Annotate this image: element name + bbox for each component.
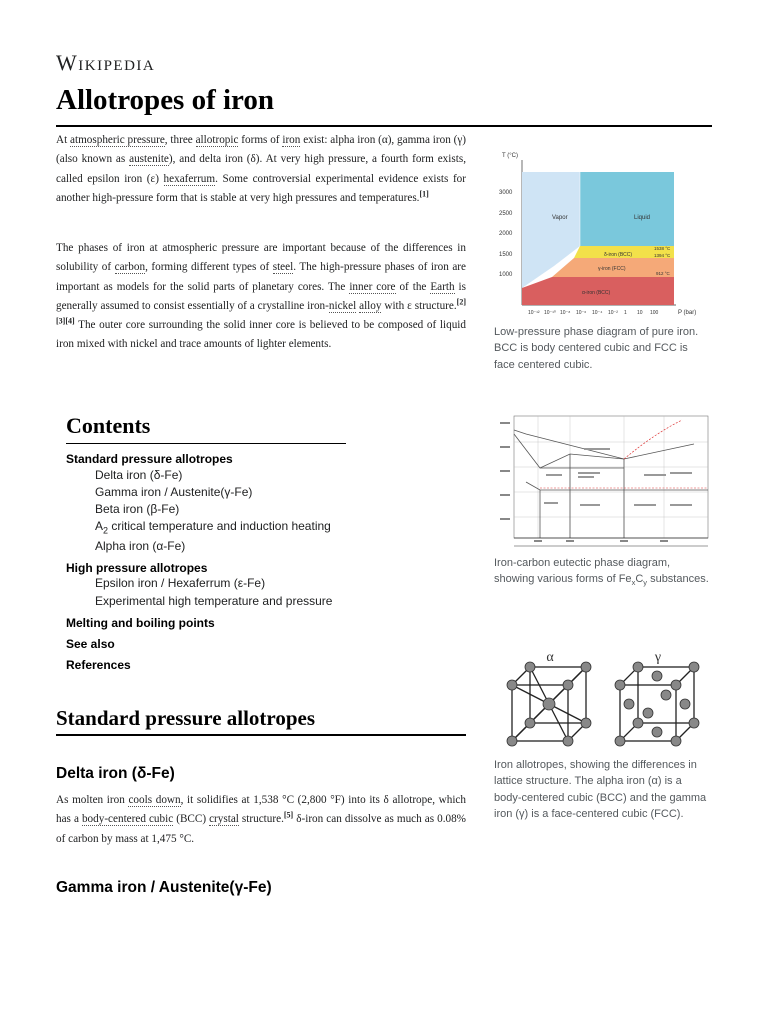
page-title: Allotropes of iron (56, 84, 275, 116)
wiki-link-crystal[interactable]: crystal (209, 813, 239, 826)
toc-title: Contents (66, 413, 151, 438)
toc-item-references[interactable]: References (66, 658, 131, 672)
phase-diagram-caption: Low-pressure phase diagram of pure iron. BCC is body centered cubic and FCC is face centered cubic. (494, 326, 699, 371)
phase-x-tick: 10⁻² (608, 310, 618, 316)
toc-subitem-a2-critical-temperature[interactable]: $A_2$ critical temperature and induction heating (95, 519, 331, 536)
wiki-link-body-centered-cubic[interactable]: body-centered cubic (81, 813, 174, 826)
toc-item-high-pressure-allotropes[interactable]: High pressure allotropes (66, 561, 208, 575)
wiki-link-earth[interactable]: Earth (430, 280, 455, 293)
lattice-caption: Iron allotropes, showing the differences in lattice structure. The alpha iron (α) is a body-centered cubic (BCC) and the gamma iron (γ) is a face-centered cubic (FCC). (494, 759, 707, 821)
toc-item-melting-and-boiling-points[interactable]: Melting and boiling points (66, 616, 215, 630)
fec-caption-text: Iron-carbon eutectic phase diagram, showing various forms of Fe (494, 557, 671, 586)
melt-temp-label: 1538 °C (654, 246, 671, 251)
phase-x-tick: 10⁻⁶ (576, 310, 587, 316)
title-divider (56, 125, 712, 127)
phase-y-tick-2500: 2500 (499, 211, 513, 217)
phase-y-tick-3000: 3000 (499, 190, 513, 196)
wiki-link-allotropic[interactable]: allotropic (195, 134, 239, 146)
gamma-lattice-label: γ (654, 650, 662, 665)
reference-link[interactable]: [2][3][4] (56, 297, 466, 326)
gamma-alpha-temp-label: 912 °C (656, 271, 670, 276)
phase-x-tick: 10⁻⁸ (560, 310, 571, 316)
wiki-link-alloy[interactable]: alloy (359, 299, 382, 312)
iron-phase-diagram[interactable] (494, 148, 714, 318)
phase-x-axis-label: P (bar) (678, 310, 697, 316)
phase-x-tick: 10 (637, 310, 643, 316)
section-heading-standard-pressure: Standard pressure allotropes (56, 706, 316, 730)
wiki-link-steel[interactable]: steel (272, 261, 294, 274)
wiki-link-inner-core[interactable]: inner core (349, 280, 396, 293)
gamma-iron-label: γ-iron (FCC) (598, 266, 626, 272)
wiki-link-iron[interactable]: iron (282, 134, 301, 146)
phase-x-tick: 10⁻¹⁰ (544, 310, 556, 316)
phase-x-tick: 10⁻¹² (528, 310, 540, 316)
toc-subitem-beta-iron[interactable]: Beta iron (β-Fe) (95, 502, 180, 516)
wiki-link-austenite[interactable]: austenite (129, 153, 169, 166)
toc-item-see-also[interactable]: See also (66, 637, 115, 651)
subsection-heading-delta-iron: Delta iron (δ-Fe) (56, 765, 175, 782)
toc-item-standard-pressure-allotropes[interactable]: Standard pressure allotropes (66, 452, 233, 466)
iron-lattice-figure[interactable] (494, 645, 714, 755)
subsection-heading-gamma-iron: Gamma iron / Austenite(γ-Fe) (56, 879, 272, 896)
reference-link[interactable]: [5] (283, 810, 294, 820)
section-divider (56, 734, 466, 736)
toc-subitem-epsilon-iron[interactable]: Epsilon iron / Hexaferrum (ε-Fe) (95, 576, 266, 590)
toc-divider (66, 443, 346, 444)
phase-y-tick-1500: 1500 (499, 252, 513, 258)
toc-subitem-gamma-iron[interactable]: Gamma iron / Austenite(γ-Fe) (95, 485, 253, 499)
fe-c-diagram-caption (494, 555, 709, 592)
liquid-label: Liquid (634, 215, 651, 221)
phase-x-tick: 100 (650, 310, 659, 316)
alpha-iron-label: α-iron (BCC) (582, 290, 611, 296)
reference-link[interactable]: [1] (419, 189, 429, 199)
liquid-region (580, 172, 674, 246)
delta-iron-label: δ-iron (BCC) (604, 252, 633, 258)
wikipedia-logo[interactable]: Wikipedia (56, 50, 156, 75)
iron-carbon-phase-diagram[interactable] (494, 412, 714, 552)
delta-gamma-temp-label: 1394 °C (654, 253, 671, 258)
wiki-link-carbon[interactable]: carbon (114, 261, 146, 274)
delta-iron-paragraph: As molten iron cools down, it solidifies at 1,538 °C (2,800 °F) into its δ allotrope, which has a body-centered cubic (BCC) crystal structure.[5] δ-iron can dissolve as much as 0.08% of carbon by mass at 1,475 °C. (56, 794, 466, 845)
alpha-lattice-label: α (546, 650, 554, 665)
toc-subitem-alpha-iron[interactable]: Alpha iron (α-Fe) (95, 539, 186, 553)
fec-caption-c: C (635, 573, 644, 586)
wiki-link-hexaferrum[interactable]: hexaferrum (163, 172, 216, 185)
vapor-label: Vapor (552, 215, 568, 221)
intro-paragraph-2: The phases of iron at atmospheric pressure are important because of the differences in solubility of carbon, forming different types of steel. The high-pressure phases of iron are important as models for the solid parts of planetary cores. The inner core of the Earth is generally assumed to consist essentially of a crystalline iron-nickel alloy with ε structure.[2][3][4] The outer core surrounding the solid inner core is believed to be composed of liquid iron mixed with nickel and trace amounts of lighter elements. (56, 242, 467, 351)
intro-paragraph-1: At atmospheric pressure, three allotropic forms of iron exist: alpha iron (α), gamma iron (γ) (also known as austenite), and delta iron (δ). At very high pressure, a fourth form exists, called epsilon iron (ε) hexaferrum. Some controversial experimental evidence exists for another high-pressure form that is stable at very high pressures and temperatures.[1] (56, 134, 467, 204)
phase-x-tick: 10⁻⁴ (592, 310, 603, 316)
wiki-link-atmospheric-pressure[interactable]: atmospheric pressure (70, 134, 165, 146)
fec-caption-end: substances. (647, 573, 709, 586)
fec-caption-sub-y: y (643, 578, 648, 588)
toc-subitem-experimental-high-temp[interactable]: Experimental high temperature and pressure (95, 594, 333, 608)
toc-subitem-delta-iron[interactable]: Delta iron (δ-Fe) (95, 468, 183, 482)
wiki-link-cools-down[interactable]: cools down (128, 794, 181, 806)
fec-caption-sub-x: x (631, 578, 636, 588)
wiki-link-nickel[interactable]: nickel (328, 299, 357, 312)
phase-y-tick-2000: 2000 (499, 231, 513, 237)
phase-y-axis-label: T (°C) (502, 153, 518, 159)
phase-y-tick-1000: 1000 (499, 272, 513, 278)
fec-plot-frame (514, 416, 708, 538)
phase-x-tick: 1 (624, 310, 627, 316)
